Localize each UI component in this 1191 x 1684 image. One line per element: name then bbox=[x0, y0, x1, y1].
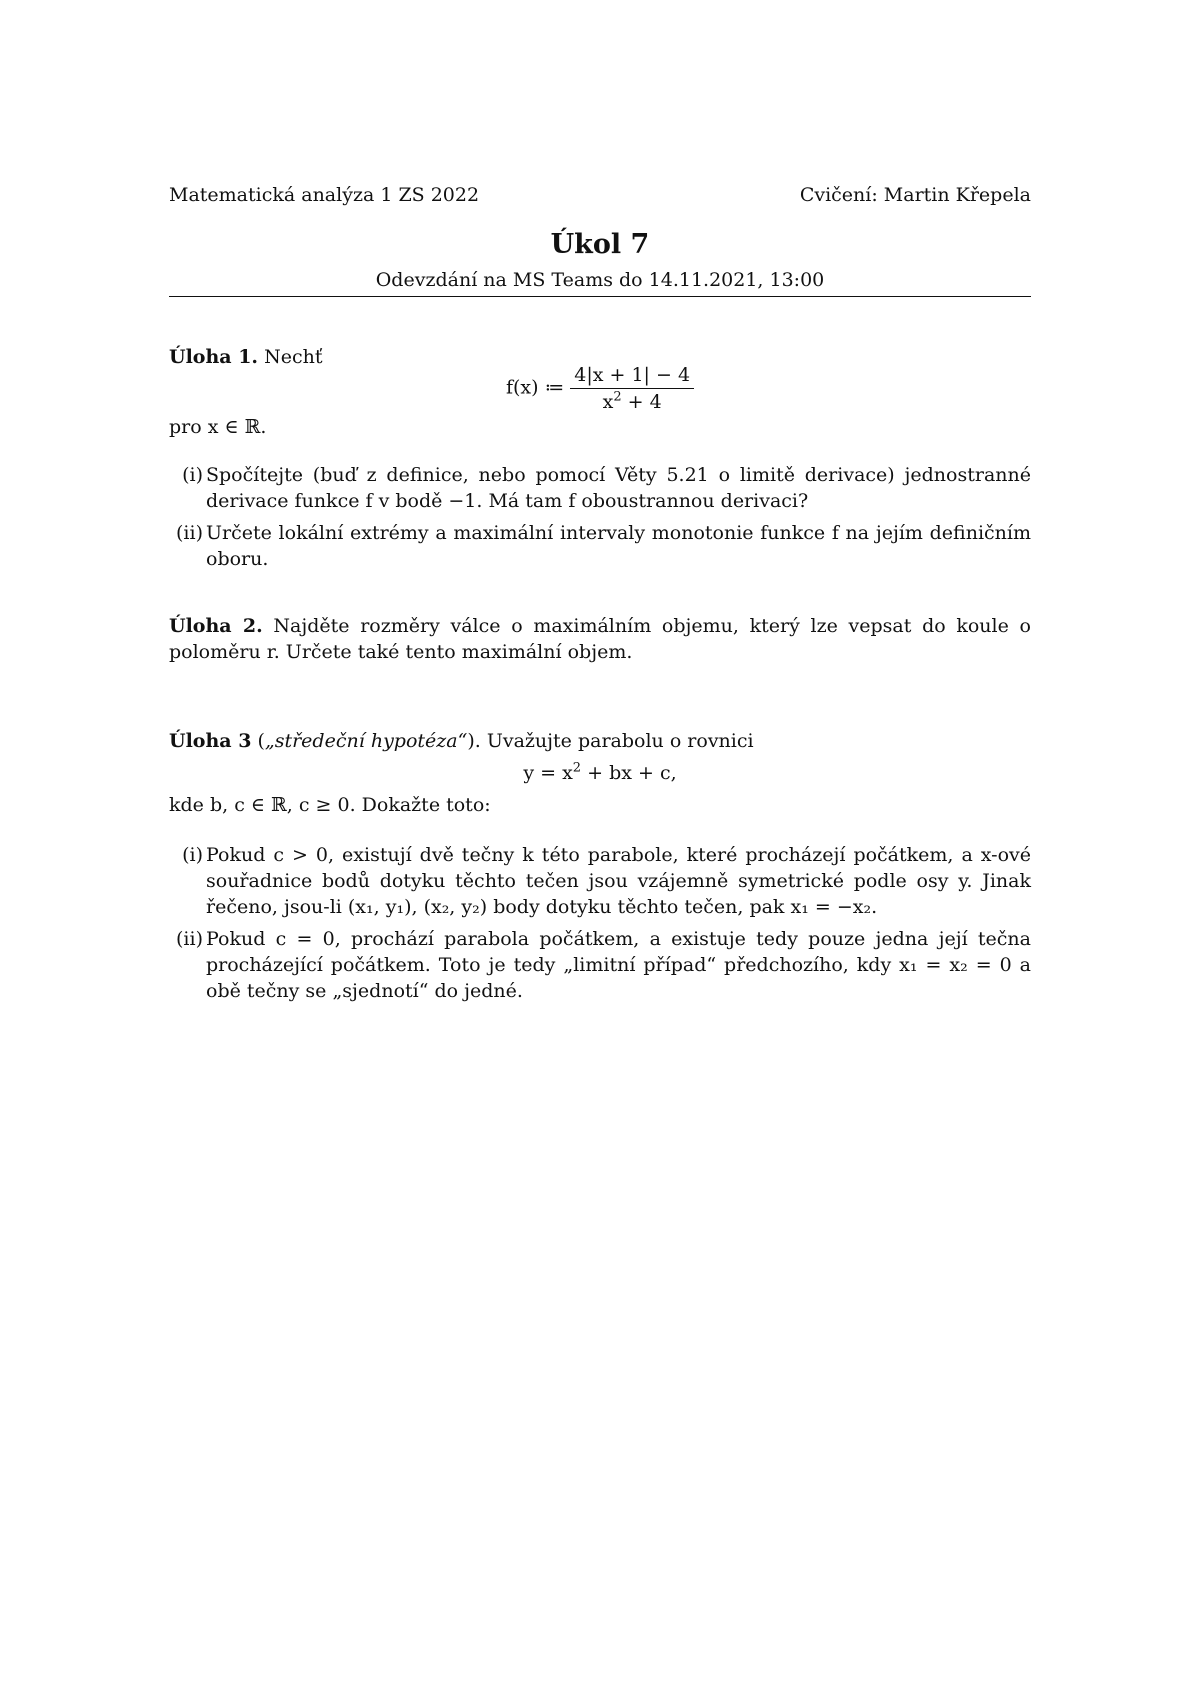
task-3-condition: kde b, c ∈ ℝ, c ≥ 0. Dokažte toto: bbox=[169, 794, 491, 816]
task-3-heading: Úloha 3 bbox=[169, 730, 252, 752]
task-3-paren-open: ( bbox=[251, 730, 265, 752]
item-label: (i) bbox=[182, 464, 203, 486]
task-2 bbox=[169, 613, 1031, 665]
task-1-formula bbox=[169, 362, 1031, 415]
task-1-domain: pro x ∈ ℝ. bbox=[169, 416, 267, 438]
den-base: x bbox=[602, 391, 614, 413]
task-2-heading: Úloha 2. bbox=[169, 615, 263, 637]
submission-deadline: Odevzdání na MS Teams do 14.11.2021, 13:00 bbox=[375, 269, 825, 291]
item-text: Spočítejte (buď z definice, nebo pomocí Věty 5.21 o limitě derivace) jednostranné derivace funkce f v bodě −1. Má tam f oboustrannou derivaci? bbox=[206, 464, 1031, 512]
task-3-intro: ). Uvažujte parabolu o rovnici bbox=[467, 730, 754, 752]
formula-numerator: 4|x + 1| − 4 bbox=[570, 362, 694, 389]
eq-lhs: y = x bbox=[523, 762, 573, 784]
item-text: Pokud c > 0, existují dvě tečny k této parabole, které procházejí počátkem, a x-ové souřadnice bodů dotyku těchto tečen jsou vzájemně symetrické podle osy y. Jinak řečeno, jsou-li (x₁, y₁), (x₂, y₂) body dotyku těchto tečen, pak x₁ = −x₂. bbox=[206, 844, 1031, 918]
task-3-nickname: „středeční hypotéza“ bbox=[264, 730, 468, 752]
header-rule bbox=[169, 296, 1031, 297]
task-3-intro-line bbox=[169, 728, 754, 754]
item-label: (i) bbox=[182, 844, 203, 866]
formula-lhs: f(x) ≔ bbox=[505, 376, 565, 399]
formula-fraction bbox=[570, 362, 694, 415]
course-name: Matematická analýza 1 ZS 2022 bbox=[169, 184, 480, 206]
item-label: (ii) bbox=[176, 928, 203, 950]
item-label: (ii) bbox=[176, 522, 203, 544]
den-exp: 2 bbox=[613, 389, 622, 405]
formula-denominator bbox=[570, 389, 694, 415]
item-text: Určete lokální extrémy a maximální intervaly monotonie funkce f na jejím definičním oboru. bbox=[206, 522, 1031, 570]
den-rest: + 4 bbox=[621, 391, 662, 413]
task-1-intro: Nechť bbox=[264, 346, 323, 368]
task-2-text: Najděte rozměry válce o maximálním objemu, který lze vepsat do koule o poloměru r. Určete také tento maximální objem. bbox=[169, 615, 1031, 663]
page-header bbox=[169, 182, 1031, 208]
eq-exp: 2 bbox=[572, 760, 582, 776]
item-text: Pokud c = 0, prochází parabola počátkem, a existuje tedy pouze jedna její tečna procházející počátkem. Toto je tedy „limitní případ“ předchozího, kdy x₁ = x₂ = 0 a obě tečny se „sjednotí“ do jedné. bbox=[206, 928, 1031, 1002]
task-1-heading: Úloha 1. bbox=[169, 346, 259, 368]
page-title: Úkol 7 bbox=[550, 229, 650, 260]
eq-rest: + bx + c, bbox=[581, 762, 677, 784]
task-3-equation bbox=[169, 760, 1031, 786]
instructor-name: Cvičení: Martin Křepela bbox=[799, 184, 1031, 206]
